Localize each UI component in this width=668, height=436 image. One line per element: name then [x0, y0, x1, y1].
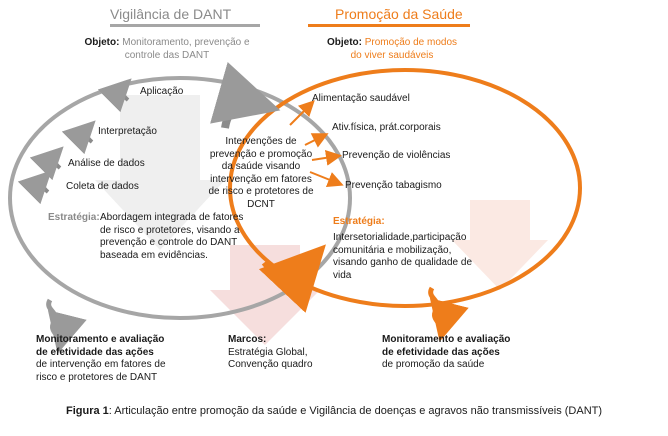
bottom-right-text: de promoção da saúde [382, 359, 485, 370]
bottom-right-title: Monitoramento e avaliação de efetividade das ações [382, 334, 511, 358]
step-aplicacao: Aplicação [140, 86, 184, 97]
promotion-objective [322, 36, 462, 62]
vigilance-title: Vigilância de DANT [110, 6, 232, 22]
center-interventions-text: Intervenções de prevenção e promoção da saúde visando intervenção em fatores de risco e protetores de DCNT [208, 136, 314, 210]
bottom-center-title: Marcos: [228, 334, 267, 345]
right-strategy-label: Estratégia: [333, 216, 385, 227]
figure-caption [66, 405, 602, 417]
promotion-item-atividade: Ativ.física, prát.corporais [332, 122, 441, 133]
bottom-center-text: Estratégia Global, Convenção quadro [228, 346, 313, 370]
vigilance-objective-label: Objeto: [84, 37, 120, 48]
caption-text: : Articulação entre promoção da saúde e Vigilância de doenças e agravos não transmissíveis (DANT) [108, 405, 603, 417]
caption-label: Figura 1 [66, 405, 109, 417]
bottom-left-text: de intervenção em fatores de risco e protetores de DANT [36, 359, 166, 383]
bottom-left-block [36, 334, 176, 384]
step-analise: Análise de dados [68, 158, 145, 169]
vigilance-objective [82, 36, 252, 62]
promotion-item-tabagismo: Prevenção tabagismo [345, 180, 442, 191]
bottom-left-title: Monitoramento e avaliação de efetividade das ações [36, 334, 165, 358]
promotion-item-alimentacao: Alimentação saudável [312, 93, 410, 104]
promotion-objective-text: Promoção de modos do viver saudáveis [350, 37, 458, 61]
bottom-right-block [382, 334, 522, 372]
orange-wavy-arrow-icon [431, 288, 443, 332]
left-strategy-label: Estratégia: [48, 212, 100, 223]
right-strategy-text: Intersetorialidade,participação comunitária e mobilização, visando ganho de qualidade de vida [333, 232, 473, 281]
vigilance-objective-text: Monitoramento, prevenção e controle das DANT [122, 37, 250, 61]
right-header-rule [308, 24, 470, 27]
promotion-item-violencias: Prevenção de violências [342, 150, 451, 161]
promotion-objective-label: Objeto: [326, 37, 362, 48]
left-strategy-text: Abordagem integrada de fatores de risco e protetores, visando a prevenção e controle do DANT baseada em evidências. [100, 212, 244, 261]
step-interpretacao: Interpretação [98, 126, 157, 137]
promotion-title: Promoção da Saúde [335, 6, 463, 22]
step-coleta: Coleta de dados [66, 181, 139, 192]
bottom-center-block [228, 334, 338, 372]
left-header-rule [110, 24, 260, 27]
